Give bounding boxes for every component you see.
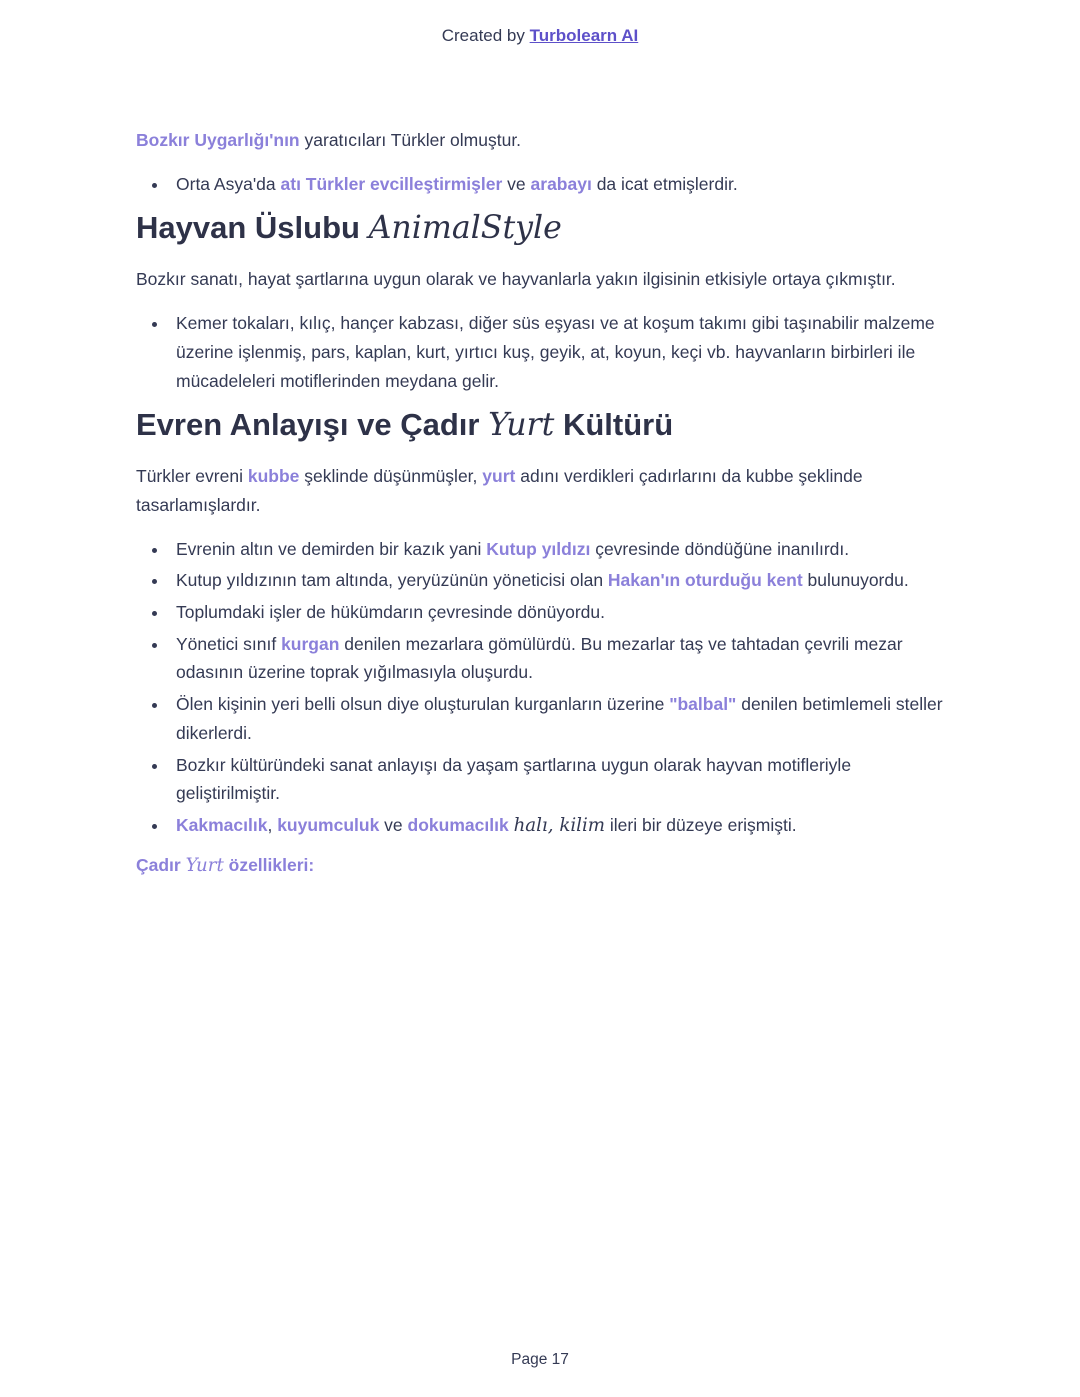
bullet-item <box>169 309 948 395</box>
text-segment-n: yaratıcıları Türkler olmuştur. <box>299 130 522 150</box>
text-segment-a: kubbe <box>247 466 300 487</box>
bullet-list <box>136 535 948 841</box>
paragraph <box>136 126 948 155</box>
text-segment-a: Kutup yıldızı <box>486 538 591 559</box>
bullet-item <box>169 598 948 627</box>
text-segment-n: ileri bir düzeye erişmişti. <box>605 814 797 835</box>
text-segment-n: denilen betimlemeli steller dikerlerdi. <box>176 694 943 743</box>
text-segment-n: Orta Asya'da <box>176 173 281 194</box>
text-segment-a: dokumacılık <box>407 814 509 835</box>
text-segment-n: şeklinde düşünmüşler, <box>299 466 483 487</box>
text-segment-m: AnimalStyle <box>368 210 562 247</box>
text-segment-a: kuyumculuk <box>277 814 380 835</box>
page-number: Page 17 <box>511 1351 569 1368</box>
text-segment-n: Kemer tokaları, kılıç, hançer kabzası, diğer süs eşyası ve at koşum takımı gibi taşınabilir malzeme üzerine işlenmiş, pars, kaplan, kurt, yırtıcı kuş, geyik, at, koyun, keçi vb. hayvanların birbirleri ile mücadeleleri motiflerinden meydana gelir. <box>176 313 935 391</box>
text-segment-n: Ölen kişinin yeri belli olsun diye oluşturulan kurganların üzerine <box>176 694 670 715</box>
text-segment-a: "balbal" <box>669 694 737 715</box>
text-segment-n: Bozkır sanatı, hayat şartlarına uygun olarak ve hayvanlarla yakın ilgisinin etkisiyle ortaya çıkmıştır. <box>136 269 896 290</box>
section-heading <box>136 208 948 249</box>
text-segment-n: , <box>267 814 278 835</box>
text-segment-ab: Çadır <box>136 854 186 875</box>
text-segment-a: Kakmacılık <box>176 814 268 835</box>
text-segment-n: Kutup yıldızının tam altında, yeryüzünün yöneticisi olan <box>176 570 608 591</box>
page-header <box>0 26 1080 46</box>
bullet-item <box>169 690 948 747</box>
text-segment-h: Evren Anlayışı ve Çadır <box>136 407 489 443</box>
text-segment-n: denilen mezarlara gömülürdü. Bu mezarlar taş ve tahtadan çevrili mezar odasının üzerine toprak yığılmasıyla oluşurdu. <box>176 633 903 683</box>
text-segment-n: da icat etmişlerdir. <box>591 173 738 194</box>
bullet-list <box>136 309 948 395</box>
section-heading <box>136 405 948 446</box>
bullet-item <box>169 751 948 808</box>
document-body <box>136 126 948 896</box>
text-segment-n: Türkler evreni <box>136 466 248 487</box>
bullet-item <box>169 170 948 199</box>
text-segment-a: Hakan'ın oturduğu kent <box>607 570 803 591</box>
text-segment-a: kurgan <box>281 633 340 654</box>
text-segment-a: atı Türkler evcilleştirmişler <box>280 173 503 194</box>
text-segment-n: bulunuyordu. <box>802 570 909 591</box>
text-segment-n: Toplumdaki işler de hükümdarın çevresinde dönüyordu. <box>176 602 605 623</box>
text-segment-h: Hayvan Üslubu <box>136 210 369 246</box>
bullet-list <box>136 170 948 199</box>
text-segment-h: Kültürü <box>554 407 674 443</box>
paragraph <box>136 851 948 881</box>
header-prefix: Created by <box>441 26 530 45</box>
text-segment-n: ve <box>502 173 531 194</box>
paragraph <box>136 462 948 519</box>
text-segment-ma: Yurt <box>185 854 224 876</box>
bullet-item <box>169 630 948 687</box>
text-segment-a: arabayı <box>530 173 592 194</box>
text-segment-n: Yönetici sınıf <box>176 633 282 654</box>
text-segment-m: halı, kilim <box>513 814 606 836</box>
text-segment-n: ve <box>379 814 408 835</box>
text-segment-a: Bozkır Uygarlığı'nın <box>136 130 300 150</box>
text-segment-n: çevresinde döndüğüne inanılırdı. <box>590 538 850 559</box>
text-segment-n: adını verdikleri çadırlarını da kubbe şeklinde tasarlamışlardır. <box>136 466 863 516</box>
text-segment-n: Evrenin altın ve demirden bir kazık yani <box>176 538 487 559</box>
bullet-item <box>169 535 948 564</box>
bullet-item <box>169 811 948 841</box>
text-segment-ab: özellikleri: <box>223 854 315 875</box>
text-segment-a: yurt <box>482 466 516 487</box>
turbolearn-link[interactable]: Turbolearn AI <box>529 26 639 45</box>
bullet-item <box>169 566 948 595</box>
text-segment-m: Yurt <box>488 407 555 444</box>
text-segment-n: Bozkır kültüründeki sanat anlayışı da yaşam şartlarına uygun olarak hayvan motifleriyle geliştirilmiştir. <box>176 754 852 804</box>
paragraph <box>136 265 948 294</box>
